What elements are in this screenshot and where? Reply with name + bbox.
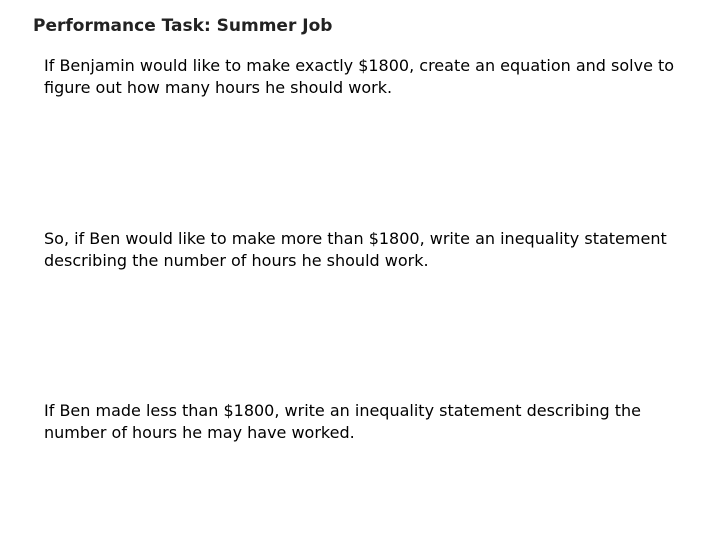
question-more-than: So, if Ben would like to make more than $1800, write an inequality statement describing the number of hours he should work. <box>44 229 667 270</box>
slide-title: Performance Task: Summer Job <box>33 16 333 36</box>
question-less-than: If Ben made less than $1800, write an inequality statement describing the number of hours he may have worked. <box>44 401 641 442</box>
question-exact-amount: If Benjamin would like to make exactly $1800, create an equation and solve to figure out how many hours he should work. <box>44 56 675 97</box>
